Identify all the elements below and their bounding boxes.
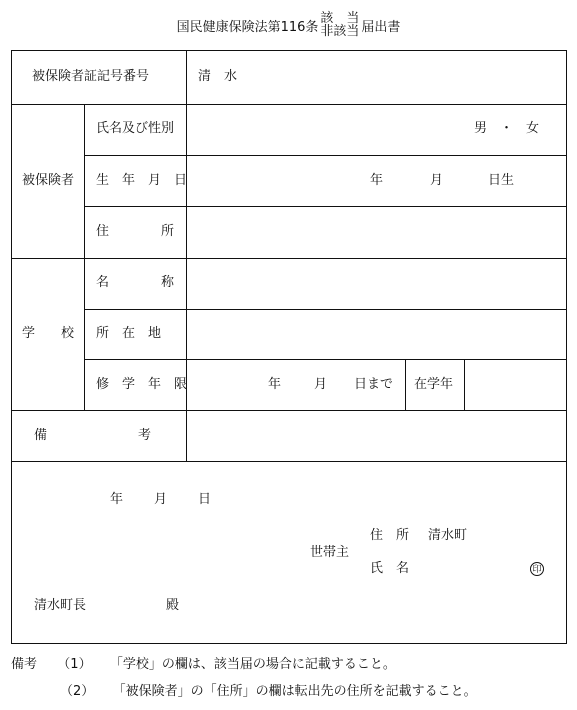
seal-mark — [530, 561, 544, 577]
submission-date-day: 日 — [198, 492, 212, 507]
row-divider-school-location — [84, 359, 566, 360]
row-divider-school-group — [12, 410, 566, 411]
householder-label: 世帯主 — [310, 545, 350, 560]
row-divider-remarks — [12, 461, 566, 462]
note1-text: 「学校」の欄は、該当届の場合に記載すること。 — [109, 657, 396, 672]
school-group-label: 学 校 — [22, 326, 75, 341]
study-term-year-unit: 年 — [268, 377, 282, 392]
addressee-label: 清水町長 — [34, 598, 87, 613]
addressee-honorific: 殿 — [166, 598, 180, 613]
birth-day-suffix: 日生 — [488, 173, 515, 188]
form-table — [11, 50, 567, 644]
title-stacked-options — [320, 12, 359, 38]
note-line-2 — [60, 683, 477, 701]
insured-group-label: 被保険者 — [22, 173, 75, 188]
row-divider-birth — [84, 206, 566, 207]
address-label: 住 所 — [96, 224, 175, 239]
column-divider-study-term — [405, 359, 406, 410]
sex-options: 男 ・ 女 — [474, 121, 540, 136]
note2-number: （2） — [60, 684, 95, 699]
householder-address-label: 住 所 — [370, 528, 410, 543]
study-term-label: 修 学 年 限 — [96, 377, 188, 392]
school-name-label: 名 称 — [96, 275, 175, 290]
note1-number: （1） — [57, 657, 92, 672]
column-divider-school-year — [464, 359, 465, 410]
note2-text: 「被保険者」の「住所」の欄は転出先の住所を記載すること。 — [112, 684, 477, 699]
birth-month-unit: 月 — [430, 173, 444, 188]
row-divider-card-number — [12, 104, 566, 105]
title-prefix: 国民健康保険法第116条 — [176, 19, 319, 35]
school-location-label: 所 在 地 — [96, 326, 162, 341]
title-option-applicable: 該 当 — [320, 11, 360, 26]
column-divider-group-labels — [84, 104, 85, 410]
submission-date-year: 年 — [110, 492, 124, 507]
householder-address-value: 清水町 — [428, 528, 468, 543]
note-head: 備考 — [11, 657, 38, 672]
submission-date-month: 月 — [154, 492, 168, 507]
card-number-label: 被保険者証記号番号 — [32, 69, 150, 84]
birth-date-label: 生 年 月 日 — [96, 173, 188, 188]
study-term-day-until: 日まで — [354, 377, 394, 392]
row-divider-insured-group — [12, 258, 566, 259]
column-divider-labels — [186, 51, 187, 461]
note-line-1 — [11, 656, 396, 674]
remarks-label: 備 考 — [34, 428, 152, 443]
name-sex-label: 氏名及び性別 — [96, 121, 175, 136]
card-number-value: 清 水 — [198, 69, 238, 84]
title-option-not-applicable: 非該当 — [320, 24, 360, 39]
school-year-label: 在学年 — [414, 377, 454, 392]
study-term-month-unit: 月 — [314, 377, 328, 392]
row-divider-name-sex — [84, 155, 566, 156]
seal-icon: 印 — [530, 562, 544, 576]
title-suffix: 届出書 — [361, 19, 401, 35]
birth-year-unit: 年 — [370, 173, 384, 188]
form-title — [0, 10, 577, 40]
householder-name-label: 氏 名 — [370, 561, 410, 576]
row-divider-school-name — [84, 309, 566, 310]
